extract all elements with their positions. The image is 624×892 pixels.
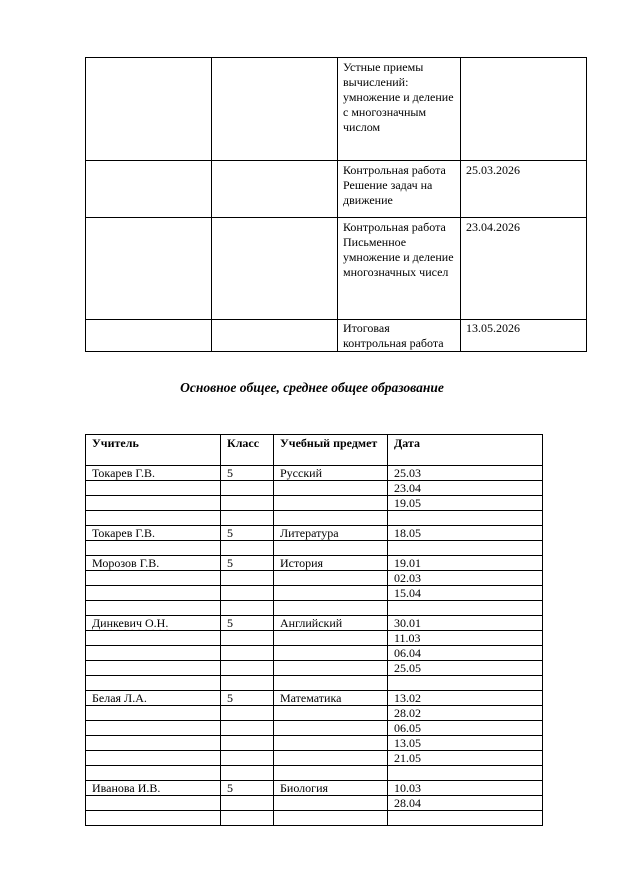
table-row — [86, 781, 543, 796]
teacher-cell — [86, 601, 221, 616]
teacher-cell — [86, 541, 221, 556]
subject-cell — [274, 736, 388, 751]
date-cell: 25.03.2026 — [461, 161, 587, 218]
date-cell — [388, 766, 543, 781]
date-cell: 10.03 — [388, 781, 543, 796]
grade-cell — [221, 676, 274, 691]
grade-cell — [221, 541, 274, 556]
date-cell — [461, 58, 587, 161]
table-row — [86, 320, 587, 352]
grade-cell — [221, 721, 274, 736]
table-cell — [86, 161, 212, 218]
date-cell: 06.04 — [388, 646, 543, 661]
date-cell: 19.05 — [388, 496, 543, 511]
grade-cell — [221, 646, 274, 661]
table-cell — [86, 58, 212, 161]
date-cell: 18.05 — [388, 526, 543, 541]
grade-cell — [221, 766, 274, 781]
subject-cell — [274, 631, 388, 646]
subject-cell — [274, 601, 388, 616]
subject-cell — [274, 661, 388, 676]
table-row — [86, 751, 543, 766]
subject-cell: Биология — [274, 781, 388, 796]
assessment-table — [85, 57, 587, 352]
table-row — [86, 161, 587, 218]
table-cell — [86, 320, 212, 352]
grade-cell — [221, 601, 274, 616]
table-row — [86, 766, 543, 781]
date-cell: 13.05.2026 — [461, 320, 587, 352]
table-row — [86, 496, 543, 511]
table-row — [86, 218, 587, 320]
header-row — [86, 435, 543, 466]
teacher-cell: Токарев Г.В. — [86, 526, 221, 541]
grade-cell — [221, 511, 274, 526]
teacher-cell — [86, 706, 221, 721]
subject-cell — [274, 586, 388, 601]
date-cell: 02.03 — [388, 571, 543, 586]
table-row — [86, 706, 543, 721]
table-row — [86, 796, 543, 811]
subject-cell — [274, 511, 388, 526]
grade-cell — [221, 661, 274, 676]
table-row — [86, 58, 587, 161]
teacher-cell — [86, 646, 221, 661]
date-cell: 25.03 — [388, 466, 543, 481]
table-row — [86, 721, 543, 736]
teacher-cell — [86, 751, 221, 766]
grade-cell: 5 — [221, 616, 274, 631]
table-row — [86, 511, 543, 526]
teacher-cell — [86, 721, 221, 736]
grade-cell: 5 — [221, 691, 274, 706]
teacher-cell: Токарев Г.В. — [86, 466, 221, 481]
section-heading: Основное общее, среднее общее образование — [180, 380, 444, 395]
teacher-cell — [86, 496, 221, 511]
subject-cell: Математика — [274, 691, 388, 706]
date-cell: 11.03 — [388, 631, 543, 646]
subject-cell — [274, 751, 388, 766]
teacher-cell — [86, 631, 221, 646]
teacher-cell — [86, 796, 221, 811]
subject-cell — [274, 721, 388, 736]
schedule-table — [85, 434, 543, 826]
table-row — [86, 736, 543, 751]
teacher-cell — [86, 736, 221, 751]
subject-cell: Литература — [274, 526, 388, 541]
column-header-grade: Класс — [221, 435, 274, 466]
subject-cell — [274, 811, 388, 826]
grade-cell — [221, 571, 274, 586]
grade-cell: 5 — [221, 466, 274, 481]
subject-cell — [274, 676, 388, 691]
grade-cell — [221, 706, 274, 721]
date-cell: 25.05 — [388, 661, 543, 676]
topic-cell: Контрольная работа Письменное умножение и деление многозначных чисел — [338, 218, 461, 320]
topic-cell: Устные приемы вычислений: умножение и деление с многозначным числом — [338, 58, 461, 161]
teacher-cell: Морозов Г.В. — [86, 556, 221, 571]
teacher-cell — [86, 766, 221, 781]
date-cell — [388, 601, 543, 616]
grade-cell — [221, 796, 274, 811]
grade-cell — [221, 751, 274, 766]
grade-cell — [221, 496, 274, 511]
grade-cell — [221, 736, 274, 751]
date-cell — [388, 511, 543, 526]
teacher-cell — [86, 661, 221, 676]
table-row — [86, 526, 543, 541]
subject-cell: Английский — [274, 616, 388, 631]
teacher-cell: Белая Л.А. — [86, 691, 221, 706]
table-row — [86, 481, 543, 496]
table-row — [86, 466, 543, 481]
subject-cell — [274, 481, 388, 496]
teacher-cell — [86, 571, 221, 586]
date-cell: 23.04.2026 — [461, 218, 587, 320]
teacher-cell — [86, 811, 221, 826]
subject-cell — [274, 496, 388, 511]
teacher-cell — [86, 616, 221, 631]
subject-cell — [274, 766, 388, 781]
spellcheck-word: Динкевич О.Н. — [92, 616, 169, 630]
date-cell: 06.05 — [388, 721, 543, 736]
subject-cell — [274, 706, 388, 721]
table-row — [86, 631, 543, 646]
topic-cell: Контрольная работа Решение задач на движение — [338, 161, 461, 218]
date-cell — [388, 676, 543, 691]
date-cell — [388, 541, 543, 556]
table-row — [86, 571, 543, 586]
date-cell: 30.01 — [388, 616, 543, 631]
date-cell: 13.02 — [388, 691, 543, 706]
date-cell: 23.04 — [388, 481, 543, 496]
table-row — [86, 616, 543, 631]
date-cell: 13.05 — [388, 736, 543, 751]
grade-cell: 5 — [221, 781, 274, 796]
teacher-cell — [86, 481, 221, 496]
table-row — [86, 661, 543, 676]
teacher-cell — [86, 676, 221, 691]
teacher-cell — [86, 586, 221, 601]
grade-cell — [221, 631, 274, 646]
table-cell — [212, 58, 338, 161]
table-row — [86, 556, 543, 571]
table-cell — [212, 320, 338, 352]
subject-cell — [274, 571, 388, 586]
date-cell: 21.05 — [388, 751, 543, 766]
column-header-teacher: Учитель — [86, 435, 221, 466]
date-cell: 19.01 — [388, 556, 543, 571]
topic-cell: Итоговая контрольная работа — [338, 320, 461, 352]
date-cell: 28.02 — [388, 706, 543, 721]
grade-cell — [221, 481, 274, 496]
teacher-cell — [86, 511, 221, 526]
date-cell: 15.04 — [388, 586, 543, 601]
subject-cell: Русский — [274, 466, 388, 481]
subject-cell — [274, 646, 388, 661]
grade-cell: 5 — [221, 556, 274, 571]
subject-cell — [274, 796, 388, 811]
table-row — [86, 676, 543, 691]
table-row — [86, 601, 543, 616]
table-cell — [212, 161, 338, 218]
table-row — [86, 811, 543, 826]
subject-cell: История — [274, 556, 388, 571]
table-row — [86, 541, 543, 556]
grade-cell: 5 — [221, 526, 274, 541]
column-header-date: Дата — [388, 435, 543, 466]
table-row — [86, 586, 543, 601]
subject-cell — [274, 541, 388, 556]
table-cell — [86, 218, 212, 320]
column-header-subject: Учебный предмет — [274, 435, 388, 466]
date-cell — [388, 811, 543, 826]
table-row — [86, 646, 543, 661]
date-cell: 28.04 — [388, 796, 543, 811]
grade-cell — [221, 586, 274, 601]
table-row — [86, 691, 543, 706]
table-cell — [212, 218, 338, 320]
teacher-cell: Иванова И.В. — [86, 781, 221, 796]
grade-cell — [221, 811, 274, 826]
